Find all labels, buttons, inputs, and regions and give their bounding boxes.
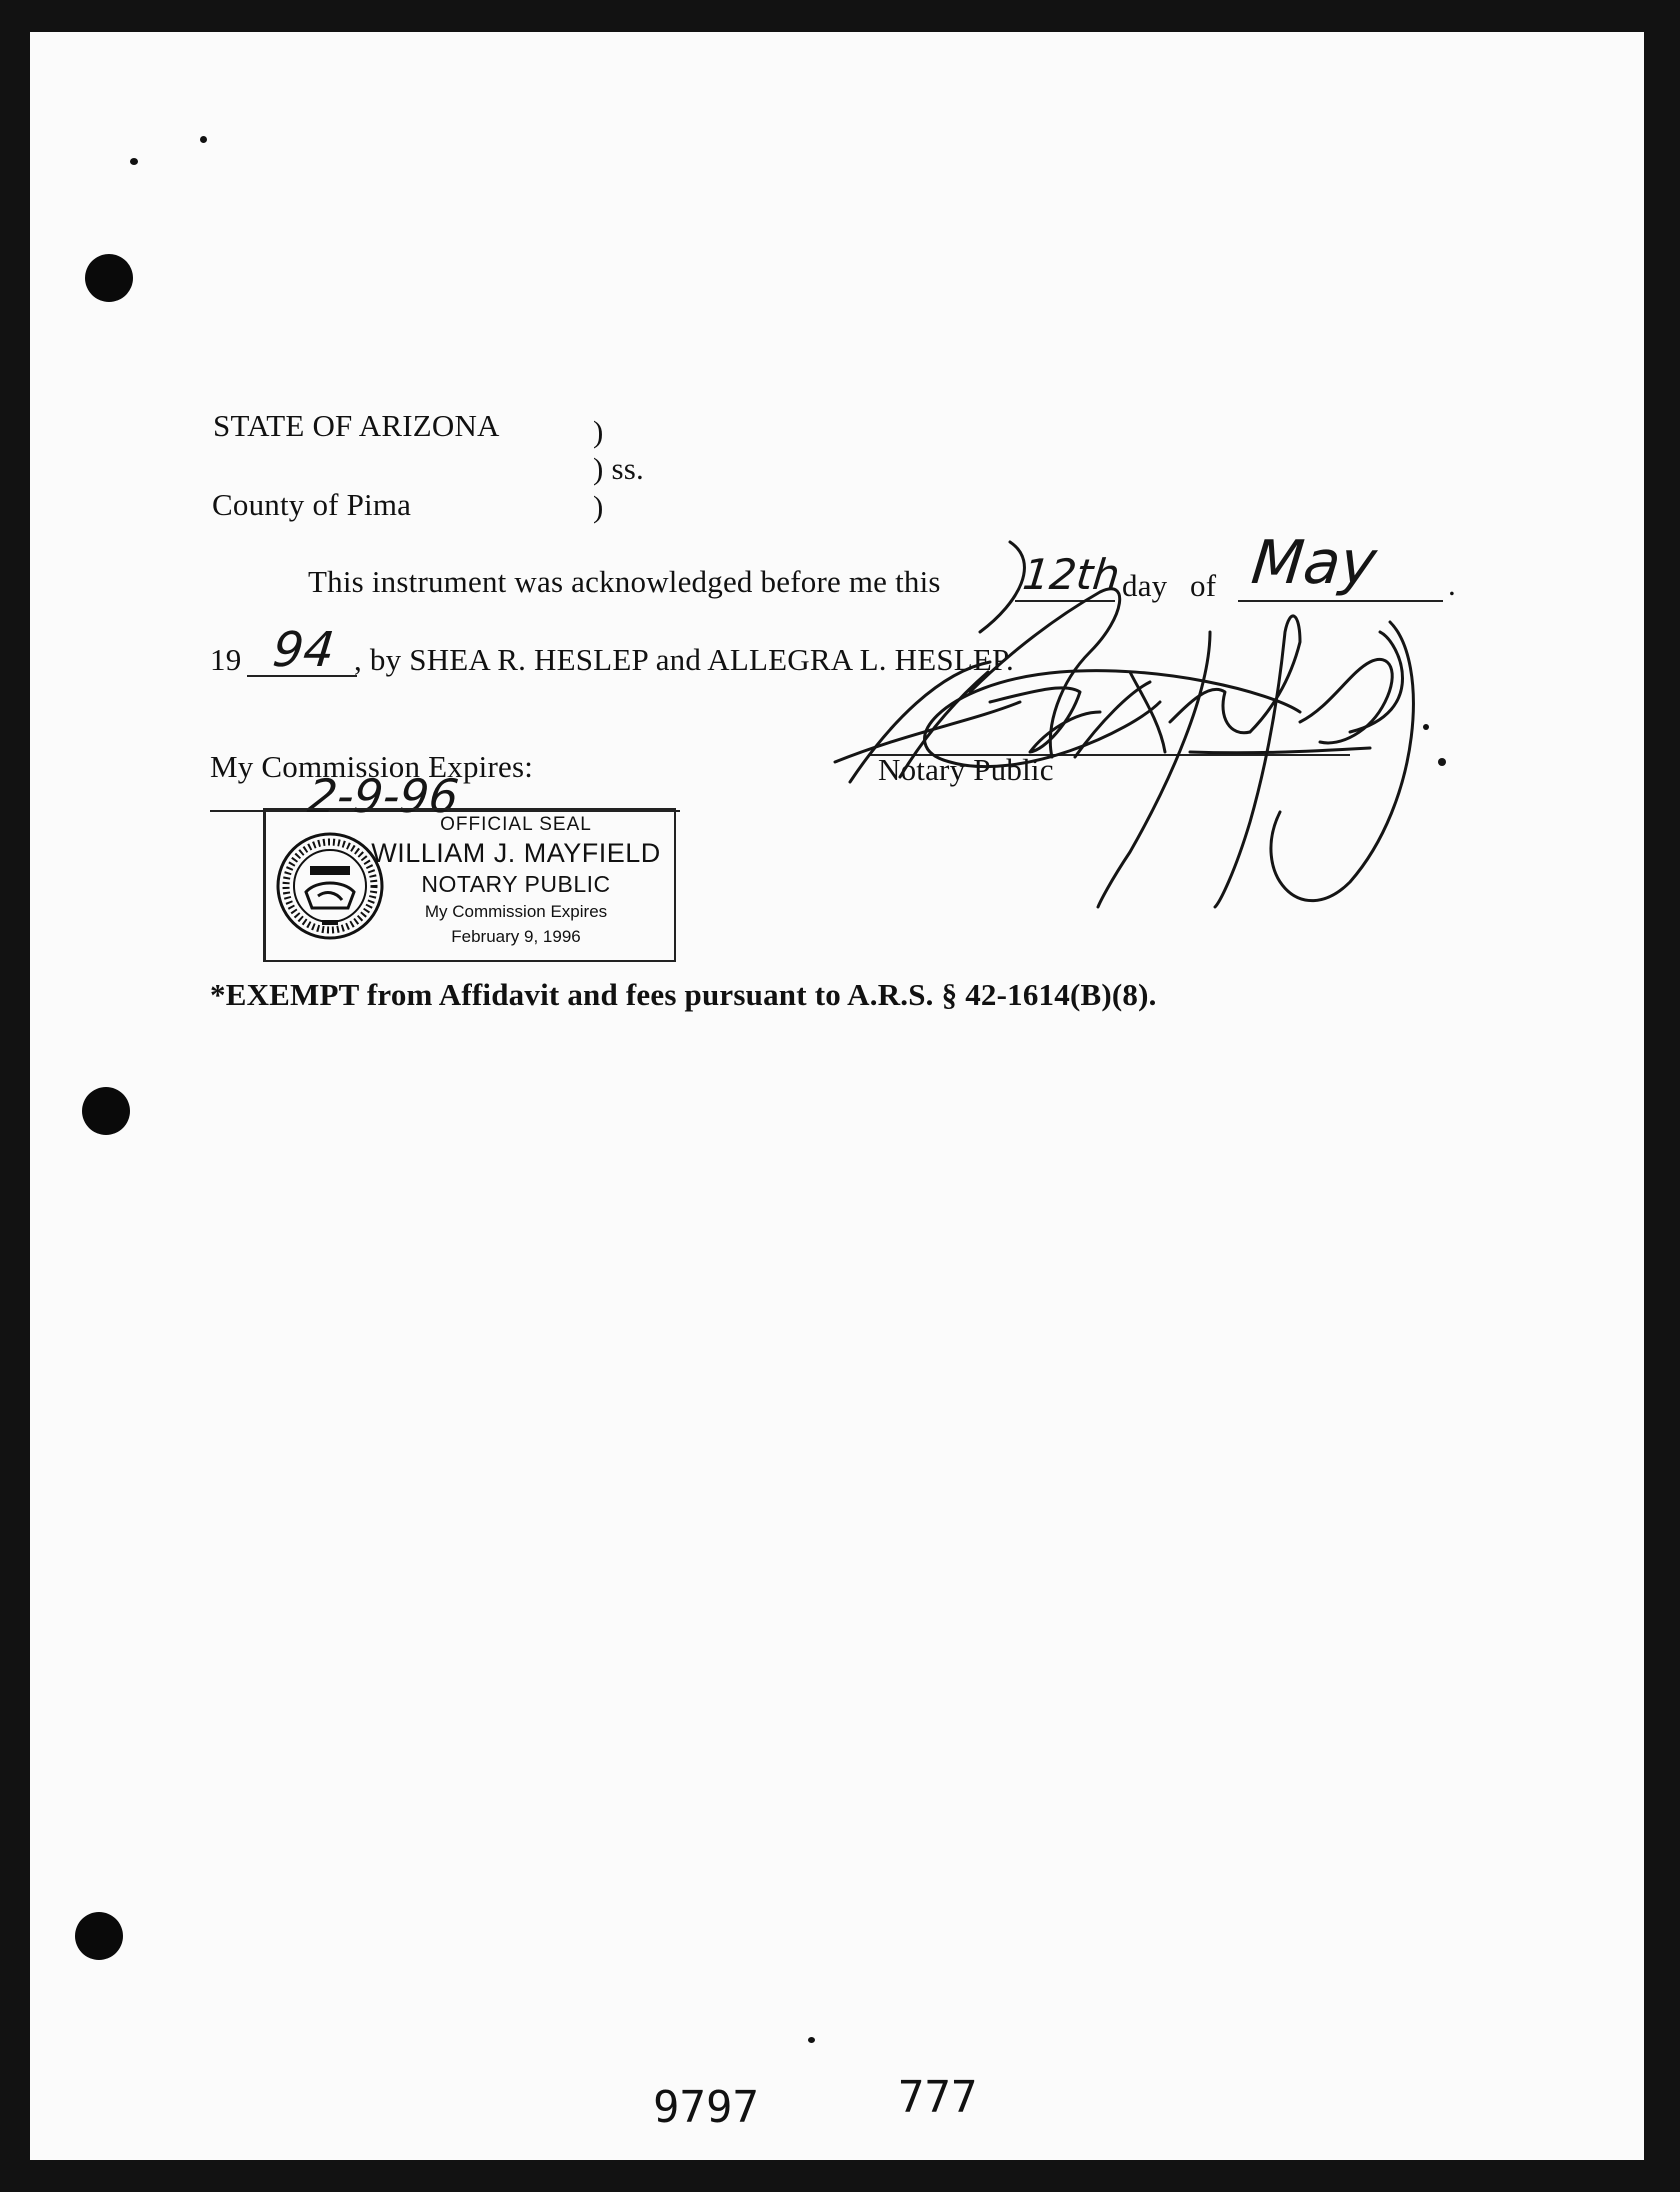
document-page — [30, 32, 1644, 2160]
commission-date-handwritten: 2-9-96 — [305, 769, 462, 823]
seal-role: NOTARY PUBLIC — [421, 871, 611, 897]
line1-period: . — [1448, 567, 1456, 602]
year-prefix: 19 — [210, 642, 242, 677]
venue-paren-top: ) — [593, 414, 604, 449]
acknowledged-parties: , by SHEA R. HESLEP and ALLEGRA L. HESLEP. — [354, 642, 1015, 677]
speck — [200, 136, 207, 143]
county-label: County of Pima — [212, 487, 412, 522]
seal-expires-date: February 9, 1996 — [451, 927, 581, 946]
recording-book-number: 9797 — [653, 2082, 759, 2133]
day-word: day — [1122, 568, 1168, 603]
acknowledgment-text: This instrument was acknowledged before me this — [308, 564, 941, 599]
exemption-note: *EXEMPT from Affidavit and fees pursuant to A.R.S. § 42-1614(B)(8). — [210, 977, 1157, 1012]
day-handwritten: 12th — [1020, 550, 1123, 599]
speck — [130, 158, 138, 165]
notary-signature — [830, 522, 1450, 922]
signature-scribble — [830, 522, 1450, 922]
of-word: of — [1190, 568, 1217, 603]
year-handwritten: 94 — [270, 622, 338, 678]
punch-hole-bottom — [75, 1912, 123, 1960]
notary-public-label: Notary Public — [878, 752, 1054, 787]
commission-label: My Commission Expires: — [210, 749, 534, 784]
recording-page-number: 777 — [898, 2072, 978, 2123]
punch-hole-top — [85, 254, 133, 302]
venue-paren-bottom: ) — [593, 489, 604, 524]
punch-hole-middle — [82, 1087, 130, 1135]
speck — [808, 2037, 815, 2043]
official-seal-stamp — [263, 808, 676, 962]
state-label: STATE OF ARIZONA — [213, 408, 500, 443]
seal-expires-label: My Commission Expires — [424, 902, 608, 921]
seal-title: OFFICIAL SEAL — [440, 814, 592, 835]
seal-notary-name: WILLIAM J. MAYFIELD — [371, 838, 661, 868]
month-handwritten: May — [1248, 528, 1380, 598]
venue-paren-ss: ) ss. — [593, 451, 644, 486]
